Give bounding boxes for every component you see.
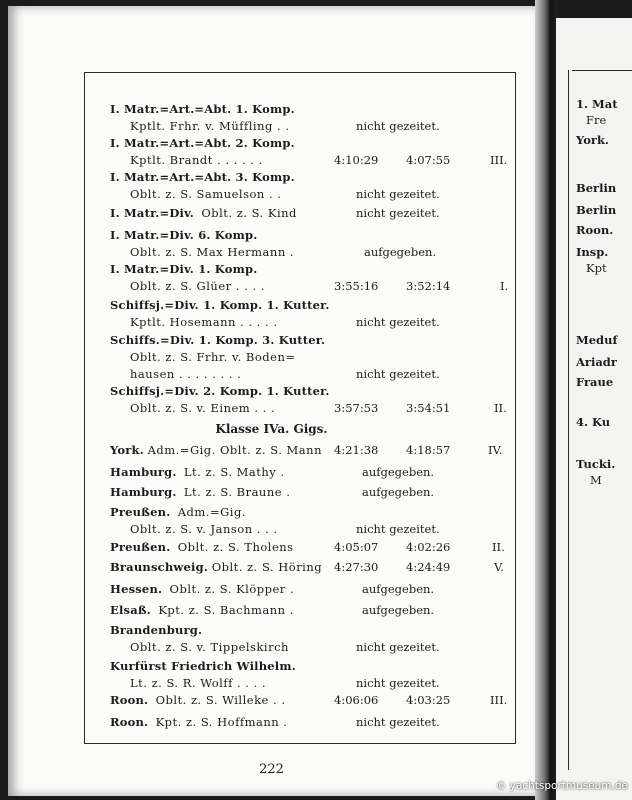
page-frame-edge <box>568 70 569 770</box>
time-elapsed: 4:27:30 <box>334 560 379 574</box>
page-frame-top <box>572 70 632 73</box>
result-text: aufgegeben. <box>362 582 435 596</box>
result-text: nicht gezeitet. <box>356 315 440 329</box>
right-page-line: Fraue <box>576 375 614 389</box>
right-page-line: Tucki. <box>576 457 616 471</box>
helmsman: Oblt. z. S. Kind <box>201 206 297 220</box>
place: I. <box>500 279 509 293</box>
time-corrected: 4:07:55 <box>406 153 451 167</box>
right-page-line: Ariadr <box>576 355 617 369</box>
helmsman: Lt. z. S. Mathy . <box>183 465 285 479</box>
list-item <box>110 504 530 538</box>
time-elapsed: 4:10:29 <box>334 153 379 167</box>
right-page-line: M <box>590 473 602 487</box>
helmsman: Oblt. z. S. v. Einem . . . <box>130 401 276 415</box>
result-text: nicht gezeitet. <box>356 676 440 690</box>
place: III. <box>490 693 508 707</box>
time-corrected: 3:54:51 <box>406 401 451 415</box>
list-item <box>110 169 530 203</box>
helmsman: Oblt. z. S. Tholens <box>177 540 294 554</box>
time-elapsed: 3:55:16 <box>334 279 379 293</box>
right-page-line: Kpt <box>586 261 607 275</box>
place: V. <box>494 560 504 574</box>
crew-name: Hessen. <box>110 582 163 596</box>
crew-name: Schiffsj.=Div. 2. Komp. 1. Kutter. <box>110 384 330 398</box>
right-page-line: Fre <box>586 113 607 127</box>
helmsman: Adm.=Gig. <box>177 505 246 519</box>
crew-name: Preußen. <box>110 540 171 554</box>
place: III. <box>490 153 508 167</box>
helmsman: Oblt. z. S. Frhr. v. Boden= <box>130 350 296 364</box>
crew-name: Roon. <box>110 693 149 707</box>
crew-name: I. Matr.=Art.=Abt. 2. Komp. <box>110 136 295 150</box>
crew-name: Preußen. <box>110 505 171 519</box>
list-item <box>110 622 530 656</box>
list-item <box>110 464 530 481</box>
right-page-line: Insp. <box>576 245 609 259</box>
list-item <box>110 332 530 383</box>
list-item <box>110 581 530 598</box>
list-item <box>110 227 530 261</box>
helmsman: Lt. z. S. Braune . <box>183 485 291 499</box>
helmsman: Oblt. z. S. Willeke . . <box>155 693 286 707</box>
helmsman: Oblt. z. S. Samuelson . . <box>130 187 282 201</box>
crew-name: Hamburg. <box>110 465 177 479</box>
result-text: nicht gezeitet. <box>356 522 440 536</box>
helmsman: Oblt. z. S. v. Tippelskirch <box>130 640 289 654</box>
crew-name: Schiffs.=Div. 1. Komp. 3. Kutter. <box>110 333 326 347</box>
result-text: aufgegeben. <box>364 245 437 259</box>
time-elapsed: 4:06:06 <box>334 693 379 707</box>
place: II. <box>494 401 507 415</box>
time-elapsed: 4:05:07 <box>334 540 379 554</box>
place: IV. <box>488 443 503 457</box>
result-text: aufgegeben. <box>362 485 435 499</box>
result-text: aufgegeben. <box>362 465 435 479</box>
time-corrected: 4:18:57 <box>406 443 451 457</box>
crew-name: I. Matr.=Div. <box>110 206 194 220</box>
crew-name: Kurfürst Friedrich Wilhelm. <box>110 659 296 673</box>
crew-name: I. Matr.=Div. 6. Komp. <box>110 228 258 242</box>
place: II. <box>492 540 505 554</box>
section-heading: Klasse IVa. Gigs. <box>215 422 328 436</box>
result-text: nicht gezeitet. <box>356 119 440 133</box>
list-item <box>110 383 530 417</box>
page-number: 222 <box>259 762 284 777</box>
crew-name: Schiffsj.=Div. 1. Komp. 1. Kutter. <box>110 298 330 312</box>
list-item <box>110 658 530 692</box>
list-item <box>110 559 530 576</box>
right-page-line: 1. Mat <box>576 97 618 111</box>
list-item <box>110 692 530 709</box>
watermark: © yachtsportmuseum.de <box>495 780 628 792</box>
time-corrected: 4:24:49 <box>406 560 451 574</box>
list-item <box>110 101 530 135</box>
list-item <box>110 297 530 331</box>
time-elapsed: 3:57:53 <box>334 401 379 415</box>
right-page-line: York. <box>576 133 609 147</box>
helmsman: Kptlt. Frhr. v. Müffling . . <box>130 119 290 133</box>
time-corrected: 4:03:25 <box>406 693 451 707</box>
list-item <box>110 205 530 222</box>
crew-name: Elsaß. <box>110 603 152 617</box>
result-text: nicht gezeitet. <box>356 367 440 381</box>
helmsman-continued: hausen . . . . . . . . <box>130 367 242 381</box>
helmsman: Lt. z. S. R. Wolff . . . . <box>130 676 267 690</box>
crew-name: Brandenburg. <box>110 623 203 637</box>
helmsman-continued: Oblt. z. S. v. Janson . . . <box>130 522 278 536</box>
helmsman: Oblt. z. S. Höring <box>211 560 323 574</box>
helmsman: Oblt. z. S. Klöpper . <box>169 582 295 596</box>
helmsman: Kptlt. Brandt . . . . . . <box>130 153 263 167</box>
helmsman: Kpt. z. S. Hoffmann . <box>155 715 288 729</box>
crew-name: I. Matr.=Div. 1. Komp. <box>110 262 258 276</box>
crew-name: York. <box>110 443 144 457</box>
result-text: nicht gezeitet. <box>356 715 440 729</box>
helmsman: Adm.=Gig. Oblt. z. S. Mann <box>147 443 322 457</box>
crew-name: Roon. <box>110 715 149 729</box>
result-text: nicht gezeitet. <box>356 206 440 220</box>
book-gutter <box>535 0 557 800</box>
right-page-line: 4. Ku <box>576 415 611 429</box>
crew-name: I. Matr.=Art.=Abt. 3. Komp. <box>110 170 295 184</box>
list-item <box>110 714 530 731</box>
time-elapsed: 4:21:38 <box>334 443 379 457</box>
result-text: nicht gezeitet. <box>356 640 440 654</box>
helmsman: Kpt. z. S. Bachmann . <box>158 603 294 617</box>
crew-name: Braunschweig. <box>110 560 209 574</box>
list-item <box>110 442 530 459</box>
time-corrected: 3:52:14 <box>406 279 451 293</box>
result-text: nicht gezeitet. <box>356 187 440 201</box>
list-item <box>110 135 530 169</box>
list-item <box>110 602 530 619</box>
helmsman: Kptlt. Hosemann . . . . . <box>130 315 278 329</box>
result-text: aufgegeben. <box>362 603 435 617</box>
time-corrected: 4:02:26 <box>406 540 451 554</box>
right-page-line: Berlin <box>576 203 617 217</box>
list-item <box>110 261 530 295</box>
helmsman: Oblt. z. S. Max Hermann . <box>130 245 295 259</box>
helmsman: Oblt. z. S. Glüer . . . . <box>130 279 265 293</box>
crew-name: Hamburg. <box>110 485 177 499</box>
left-page <box>8 6 535 796</box>
list-item <box>110 539 530 556</box>
right-page-line: Berlin <box>576 181 617 195</box>
right-page-line: Meduf <box>576 333 618 347</box>
right-page <box>556 18 632 800</box>
right-page-line: Roon. <box>576 223 614 237</box>
crew-name: I. Matr.=Art.=Abt. 1. Komp. <box>110 102 295 116</box>
list-item <box>110 484 530 501</box>
